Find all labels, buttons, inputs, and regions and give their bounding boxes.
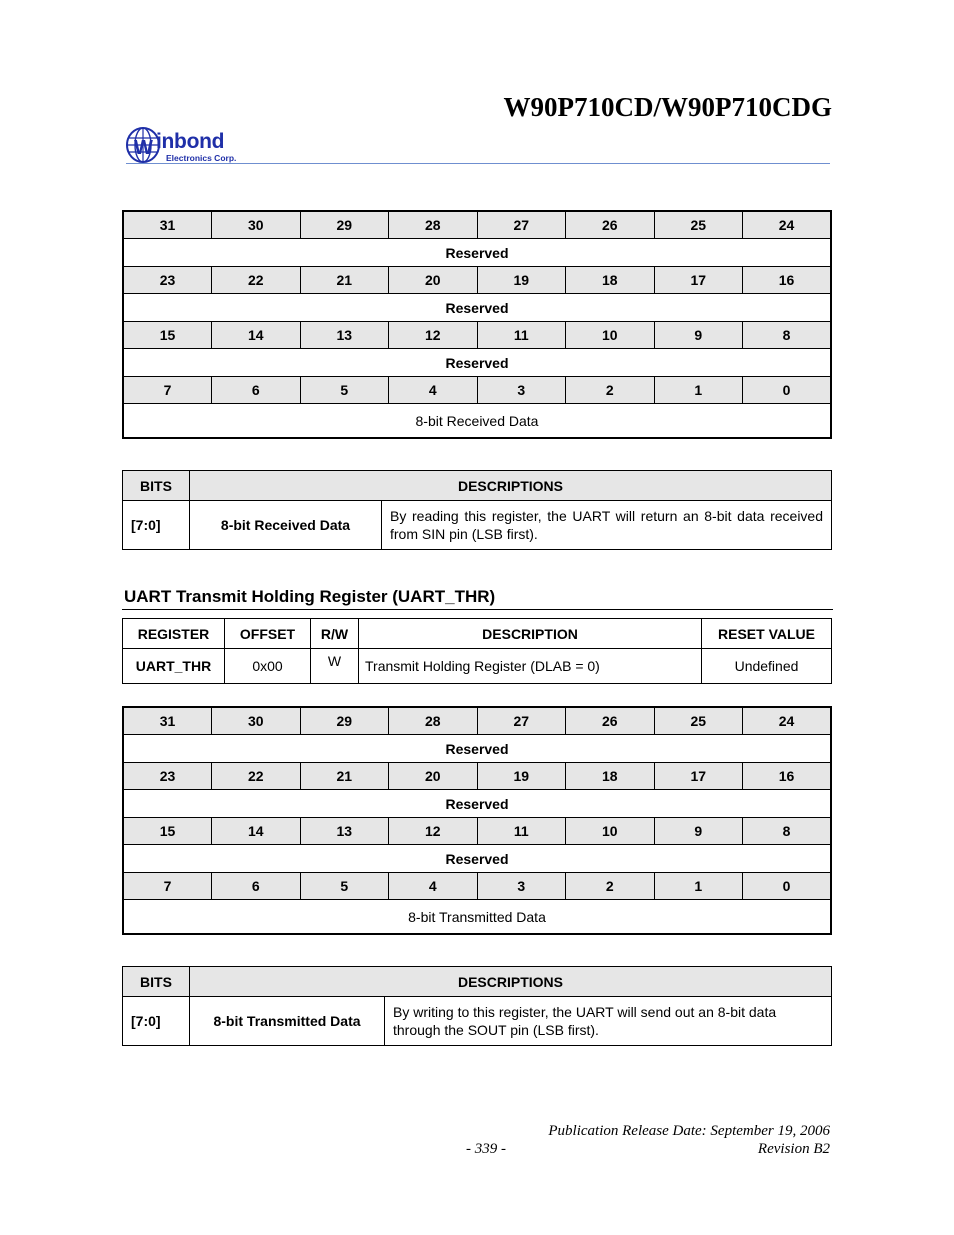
bit-cell: 17	[654, 763, 743, 790]
register-rw: W	[311, 649, 359, 684]
bit-cell: 6	[212, 377, 301, 404]
page-number: - 339 -	[466, 1141, 506, 1157]
bit-cell: 11	[477, 818, 566, 845]
bit-cell: 26	[566, 211, 655, 239]
register-reset-value: Undefined	[702, 649, 832, 684]
bit-cell: 18	[566, 763, 655, 790]
description-header: DESCRIPTION	[359, 619, 702, 649]
bit-cell: 10	[566, 322, 655, 349]
bit-cell: 30	[212, 211, 301, 239]
bit-cell: 7	[123, 873, 212, 900]
bit-cell: 24	[743, 707, 832, 735]
section-title: UART Transmit Holding Register (UART_THR)	[124, 587, 496, 606]
field-cell: 8-bit Received Data	[123, 404, 831, 439]
bit-cell: 23	[123, 267, 212, 294]
bit-cell: 1	[654, 377, 743, 404]
bit-cell: 19	[477, 763, 566, 790]
register-header: REGISTER	[123, 619, 225, 649]
logo-initial: W	[134, 137, 153, 159]
bit-cell: 11	[477, 322, 566, 349]
bit-cell: 25	[654, 707, 743, 735]
bit-cell: 5	[300, 377, 389, 404]
bit-cell: 20	[389, 267, 478, 294]
field-name: 8-bit Received Data	[190, 501, 382, 550]
descriptions-header: DESCRIPTIONS	[190, 471, 832, 501]
register-description: Transmit Holding Register (DLAB = 0)	[359, 649, 702, 684]
bit-cell: 17	[654, 267, 743, 294]
bit-cell: 31	[123, 211, 212, 239]
bit-cell: 6	[212, 873, 301, 900]
bit-cell: 14	[212, 818, 301, 845]
field-description: By writing to this register, the UART will send out an 8-bit data through the SOUT pin (LSB first).	[385, 997, 832, 1046]
bit-cell: 31	[123, 707, 212, 735]
bit-cell: 13	[300, 322, 389, 349]
header-rule	[126, 163, 830, 164]
bit-cell: 29	[300, 211, 389, 239]
bit-cell: 26	[566, 707, 655, 735]
bit-cell: 2	[566, 377, 655, 404]
bit-cell: 3	[477, 873, 566, 900]
bit-cell: 15	[123, 818, 212, 845]
document-title: W90P710CD/W90P710CDG	[503, 92, 832, 122]
bits-value: [7:0]	[123, 997, 190, 1046]
field-cell: Reserved	[123, 239, 831, 267]
rbr-bit-map	[122, 210, 832, 439]
bit-cell: 22	[212, 267, 301, 294]
field-cell: Reserved	[123, 294, 831, 322]
bit-cell: 18	[566, 267, 655, 294]
logo-wordmark: inbond	[156, 130, 225, 153]
field-name: 8-bit Transmitted Data	[190, 997, 385, 1046]
offset-header: OFFSET	[225, 619, 311, 649]
bit-cell: 22	[212, 763, 301, 790]
bit-cell: 21	[300, 267, 389, 294]
bit-cell: 10	[566, 818, 655, 845]
field-cell: 8-bit Transmitted Data	[123, 900, 831, 935]
logo-subtitle: Electronics Corp.	[166, 153, 237, 163]
bit-cell: 0	[743, 377, 832, 404]
bit-cell: 8	[743, 818, 832, 845]
rbr-description-table	[122, 470, 832, 550]
bit-cell: 30	[212, 707, 301, 735]
bit-cell: 1	[654, 873, 743, 900]
bit-cell: 14	[212, 322, 301, 349]
bit-cell: 8	[743, 322, 832, 349]
descriptions-header: DESCRIPTIONS	[190, 967, 832, 997]
field-cell: Reserved	[123, 790, 831, 818]
field-cell: Reserved	[123, 349, 831, 377]
field-cell: Reserved	[123, 735, 831, 763]
bit-cell: 3	[477, 377, 566, 404]
thr-description-table	[122, 966, 832, 1046]
revision: Revision B2	[757, 1141, 830, 1157]
bit-cell: 24	[743, 211, 832, 239]
bit-cell: 25	[654, 211, 743, 239]
bit-cell: 16	[743, 763, 832, 790]
bits-header: BITS	[123, 967, 190, 997]
bit-cell: 23	[123, 763, 212, 790]
bits-header: BITS	[123, 471, 190, 501]
bit-cell: 12	[389, 322, 478, 349]
field-cell: Reserved	[123, 845, 831, 873]
bit-cell: 28	[389, 707, 478, 735]
bit-cell: 4	[389, 377, 478, 404]
thr-bit-map	[122, 706, 832, 935]
section-rule	[122, 609, 833, 610]
register-offset: 0x00	[225, 649, 311, 684]
bit-cell: 4	[389, 873, 478, 900]
rw-header: R/W	[311, 619, 359, 649]
field-description: By reading this register, the UART will return an 8-bit data received from SIN pin (LSB first).	[382, 501, 832, 550]
register-name: UART_THR	[123, 649, 225, 684]
publication-date: Publication Release Date: September 19, 2006	[548, 1123, 830, 1139]
bit-cell: 28	[389, 211, 478, 239]
bit-cell: 13	[300, 818, 389, 845]
bit-cell: 5	[300, 873, 389, 900]
bit-cell: 27	[477, 211, 566, 239]
bit-cell: 2	[566, 873, 655, 900]
bit-cell: 16	[743, 267, 832, 294]
bit-cell: 21	[300, 763, 389, 790]
bit-cell: 9	[654, 322, 743, 349]
bit-cell: 12	[389, 818, 478, 845]
bit-cell: 20	[389, 763, 478, 790]
bit-cell: 15	[123, 322, 212, 349]
reset-value-header: RESET VALUE	[702, 619, 832, 649]
bits-value: [7:0]	[123, 501, 190, 550]
bit-cell: 7	[123, 377, 212, 404]
bit-cell: 9	[654, 818, 743, 845]
bit-cell: 19	[477, 267, 566, 294]
bit-cell: 29	[300, 707, 389, 735]
winbond-logo	[126, 126, 256, 166]
bit-cell: 27	[477, 707, 566, 735]
bit-cell: 0	[743, 873, 832, 900]
register-table	[122, 618, 832, 684]
